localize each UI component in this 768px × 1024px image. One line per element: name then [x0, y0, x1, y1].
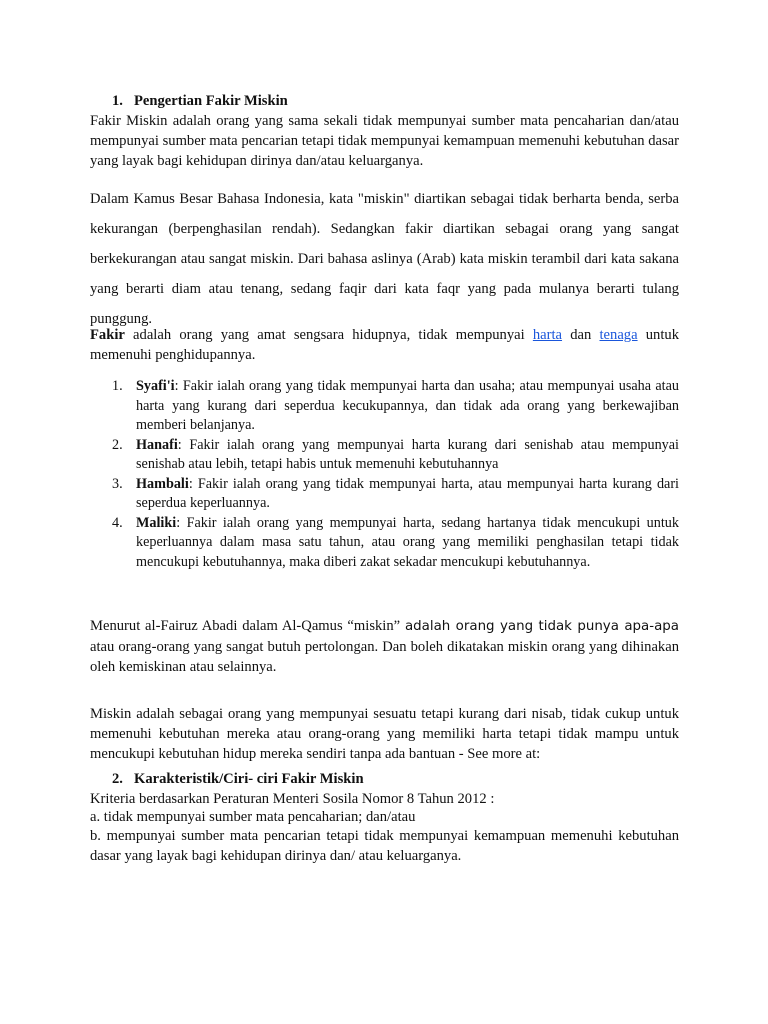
- section-1-number: 1.: [112, 93, 123, 109]
- section-2-number: 2.: [112, 771, 123, 787]
- section-2-title: Karakteristik/Ciri- ciri Fakir Miskin: [134, 771, 364, 787]
- fakir-text-mid: dan: [562, 327, 600, 343]
- madhab-name: Hambali: [136, 475, 189, 492]
- list-item-number: 4.: [112, 514, 123, 531]
- criteria-item-b: b. mempunyai sumber mata pencarian tetapi tidak mempunyai kemampuan memenuhi kebutuhan dasar yang layak bagi kehidupan dirinya dan/ atau keluarganya.: [90, 828, 679, 864]
- criteria-intro: Kriteria berdasarkan Peraturan Menteri Sosila Nomor 8 Tahun 2012 :: [90, 791, 495, 807]
- madhab-definition: : Fakir ialah orang yang tidak mempunyai harta dan usaha; atau mempunyai usaha atau harta yang kurang dari seperdua kecukupannya, dan tidak ada orang yang berkewajiban memberi belanjanya.: [136, 378, 679, 433]
- madhab-definition: : Fakir ialah orang yang mempunyai harta, sedang hartanya tidak mencukupi untuk keperluannya dalam masa satu tahun, atau orang yang memiliki penghasilan tetapi tidak mencukupi kebutuhannya, maka diberi zakat sekadar mencukupi kebutuhannya.: [136, 514, 679, 570]
- madhab-name: Syafi'i: [136, 378, 175, 394]
- qamus-text-after: atau orang-orang yang sangat butuh pertolongan. Dan boleh dikatakan miskin orang yang dihinakan oleh kemiskinan atau selainnya.: [90, 639, 679, 675]
- fakir-paragraph: [90, 325, 679, 365]
- madhab-name: Maliki: [136, 514, 177, 531]
- tenaga-link[interactable]: tenaga: [599, 327, 638, 343]
- fakir-text-before: adalah orang yang amat sengsara hidupnya, tidak mempunyai: [124, 327, 533, 343]
- list-item-number: 2.: [112, 436, 123, 453]
- qamus-text-before: Menurut al-Fairuz Abadi dalam Al-Qamus “miskin”: [90, 618, 405, 634]
- list-item-number: 3.: [112, 475, 123, 492]
- madhab-definitions-list: [90, 377, 679, 572]
- section-1-title: Pengertian Fakir Miskin: [134, 93, 288, 109]
- qamus-paragraph: [90, 616, 679, 677]
- madhab-definition: : Fakir ialah orang yang mempunyai harta kurang dari senishab atau mempunyai senishab atau lebih, tetapi habis untuk memenuhi kebutuhannya: [136, 436, 679, 472]
- criteria-item-a: a. tidak mempunyai sumber mata pencaharian; dan/atau: [90, 809, 416, 825]
- kbbi-paragraph: Dalam Kamus Besar Bahasa Indonesia, kata "miskin" diartikan sebagai tidak berharta benda, serba kekurangan (berpenghasilan rendah). Sedangkan fakir diartikan sebagai orang yang sangat berkekurangan atau sangat miskin. Dari bahasa aslinya (Arab) kata miskin terambil dari kata sakana yang berarti diam atau tenang, sedang faqir dari kata faqr yang pada mulanya berarti tulang punggung.: [90, 191, 679, 327]
- section-1-heading: [90, 93, 288, 110]
- definition-paragraph: Fakir Miskin adalah orang yang sama sekali tidak mempunyai sumber mata pencaharian dan/atau mempunyai sumber mata pencarian tetapi tidak mempunyai kemampuan memenuhi kebutuhan dasar yang layak bagi kehidupan dirinya dan/atau keluarganya.: [90, 113, 679, 169]
- fakir-term: Fakir: [90, 327, 125, 343]
- list-item: [90, 475, 679, 514]
- miskin-paragraph: Miskin adalah sebagai orang yang mempunyai sesuatu tetapi kurang dari nisab, tidak cukup untuk memenuhi kebutuhan mereka atau orang-orang yang memiliki harta tetapi tidak mampu untuk mencukupi kebutuhan hidup mereka sendiri tanpa ada bantuan - See more at:: [90, 706, 679, 762]
- list-item: [90, 436, 679, 475]
- madhab-definition: : Fakir ialah orang yang tidak mempunyai harta, atau mempunyai harta kurang dari seperdua keperluannya.: [136, 475, 679, 511]
- qamus-text-sans: adalah orang yang tidak punya apa-apa: [404, 619, 679, 634]
- list-item-number: 1.: [112, 378, 123, 394]
- madhab-name: Hanafi: [136, 436, 178, 453]
- fakir-text-after: untuk memenuhi penghidupannya.: [90, 327, 680, 363]
- section-2-heading: [90, 771, 364, 788]
- list-item: [90, 377, 679, 436]
- list-item: [90, 514, 679, 573]
- harta-link[interactable]: harta: [532, 327, 563, 343]
